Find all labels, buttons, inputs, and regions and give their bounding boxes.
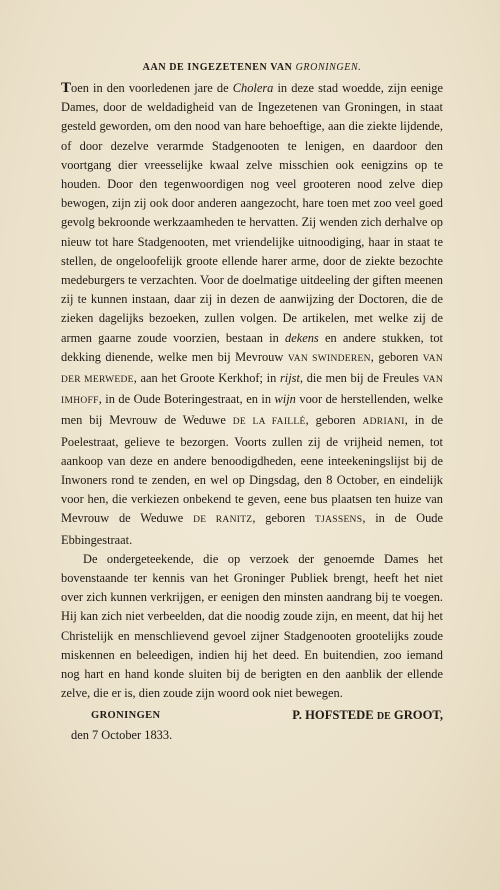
signature-name-part: P. HOFSTEDE: [292, 707, 377, 722]
text-run-italic: rijst: [279, 371, 300, 386]
signature-date: den 7 October 1833.: [71, 727, 173, 742]
text-run-italic: wijn: [274, 392, 296, 407]
name-smallcaps: DE LA FAILLÉ: [232, 417, 306, 428]
heading-place: GRONINGEN.: [295, 62, 362, 73]
text-run: , geboren: [252, 511, 316, 526]
text-run-italic: dekens: [285, 330, 319, 345]
text-run-italic: Cholera: [232, 81, 274, 95]
text-run: , in de Poelestraat, gelieve te bezorgen. Voorts zullen zij de vrijheid nemen, tot aankoop van deze en andere benoodigdheden, eene inteekeningslijst bij de Inwoners rond te zenden, en wel op Dingsdag, den 8 October, en eindelijk voor hen, die verkiezen onbekend te geven, eene bus plaatsen ten huize van Mevrouw de Weduwe: [61, 413, 443, 526]
name-smallcaps: VAN DER MERWEDE: [61, 353, 444, 386]
signature-name: [292, 706, 443, 726]
drop-cap: T: [61, 80, 72, 96]
paragraph-undersigned: De ondergeteekende, die op verzoek der genoemde Dames het bovenstaande ter kennis van het Groninger Publiek brengt, heeft het niet over zich kunnen verkrijgen, er eenigen den minsten aandrang bij te voegen. Hij kan zich niet verbeelden, dat die noodig zoude zijn, en meent, dat hij het Christelijk en menschlievend gevoel zijner Stadgenooten grootelijks zoude miskennen en beleedigen, indien hij het deed. En buitendien, zoo iemand nog hart en hand konde sluiten bij de berigten en den aanblik der ellende zelve, die er is, dien zoude zijn woord ook niet bewegen.: [61, 551, 443, 701]
letter-body: [61, 62, 443, 745]
name-smallcaps: TJASSENS: [315, 515, 363, 526]
text-run: in deze stad woedde, zijn eenige Dames, door de weldadigheid van de Ingezetenen van Groningen, in staat gesteld geworden, om den nood van hare behoeftige, aan die ziekte lijdende, of door dezelve verarmde Stadgenooten te lenigen, en daardoor den voortgang dier vreesselijke kwaal zelve misschien ook eenigzins op te houden. Door den tegenwoordigen nog veel grooteren nood zelve diep bewogen, zijn zij ook door anderen aangezocht, hare toen met zoo veel goed gevolg bekroonde werkzaamheden te hervatten. Zij wenden zich derhalve op nieuw tot hare Stadgenooten, met vriendelijke uitnoodiging, haar in staat te stellen, de ongeloofelijk groote ellende harer arme, door de ziekte bezochte medeburgers te verzachten. Voor de doelmatige uitdeeling der giften meenen zij te kunnen instaan, daar zij in dezen de aanwijzing der Doctoren, die de zieken dagelijks bezoeken, zullen volgen. De artikelen, met welke zij de armen gaarne zoude voorzien, bestaan in: [61, 81, 443, 345]
name-smallcaps: VAN IMHOFF: [61, 375, 444, 407]
signature-name-part: DE: [376, 710, 391, 722]
heading-lead: AAN DE INGEZETENEN VAN: [142, 62, 293, 73]
text-run: , geboren: [370, 349, 423, 364]
text-run: voor de herstellenden, welke men bij Mevrouw de Weduwe: [61, 392, 443, 428]
name-smallcaps: ADRIANI: [362, 417, 405, 428]
text-run: oen in den voorledenen jare de: [71, 81, 233, 95]
text-run: , in de Oude Ebbingestraat.: [61, 511, 444, 547]
paragraph-appeal: [61, 79, 443, 550]
letter-heading: [61, 62, 443, 73]
signature-line: [61, 706, 443, 726]
signature-place: GRONINGEN: [91, 709, 161, 721]
text-run: , die men bij de Freules: [299, 371, 423, 386]
signature-name-part: GROOT,: [390, 707, 443, 722]
text-run: , aan het Groote Kerkhof; in: [133, 371, 280, 386]
text-run: en andere stukken, tot dekking dienende, welke men bij Mevrouw: [61, 330, 443, 364]
name-smallcaps: DE RANITZ: [193, 515, 253, 526]
text-run: , in de Oude Boteringestraat, en in: [98, 392, 275, 407]
name-smallcaps: VAN SWINDEREN: [287, 353, 371, 364]
text-run: , geboren: [305, 413, 363, 428]
